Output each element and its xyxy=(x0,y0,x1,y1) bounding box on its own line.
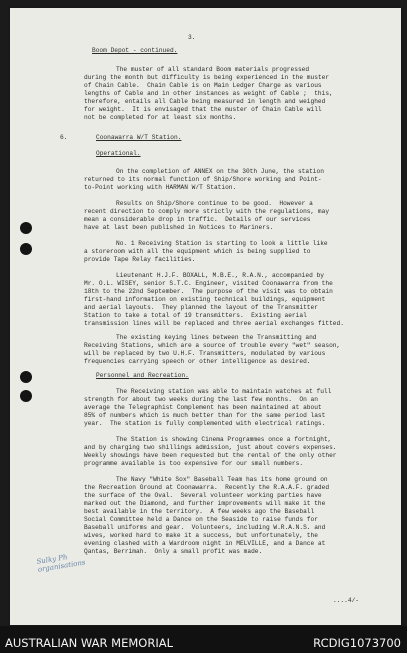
text-line: The muster of all standard Boom materials progressed xyxy=(116,66,310,73)
text-line: Coonawarra W/T Station. xyxy=(96,134,182,141)
punch-hole xyxy=(20,390,32,402)
text-line: 85% of numbers which is much better than for the same period last xyxy=(84,412,326,419)
text-line: 18th to the 22nd September. The purpose of the visit was to obtain xyxy=(84,288,333,295)
text-line: the surface of the Oval. Several volunteer working parties have xyxy=(84,492,322,499)
text-line: first-hand information on existing technical buildings, equipment xyxy=(84,296,326,303)
text-line: evening clashed with a Wardroom night in MELVILLE, and a Dance at xyxy=(84,540,326,547)
text-line: The Receiving station was able to maintain watches at full xyxy=(116,388,332,395)
text-line: and aerial layouts. They planned the layout of the Transmitter xyxy=(84,304,318,311)
text-line: and by charging two shillings admission, just about covers expenses. xyxy=(84,444,337,451)
text-line: lengths of Cable and in other instances as weight of Cable ; this, xyxy=(84,90,333,97)
text-line: Personnel and Recreation. xyxy=(96,372,189,379)
text-line: mean a considerable drop in traffic. Details of our services xyxy=(84,216,311,223)
text-line: 6. xyxy=(60,134,68,141)
text-line: ....4/- xyxy=(333,597,359,604)
text-line: On the completion of ANNEX on the 30th June, the station xyxy=(116,168,324,175)
text-line: will be replaced by two U.H.F. Transmitters, modulated by various xyxy=(84,350,326,357)
text-line: of Chain Cable. Chain Cable is on Main Ledger Charge as various xyxy=(84,82,322,89)
text-line: The Navy "White Sox" Baseball Team has its home ground on xyxy=(116,476,328,483)
text-line: during the month but difficulty is being experienced in the muster xyxy=(84,74,330,81)
text-line: Qantas, Berrimah. Only a small profit was made. xyxy=(84,548,263,555)
punch-hole xyxy=(20,243,32,255)
text-line: Boom Depot - continued. xyxy=(92,47,178,54)
text-line: to-Point working with HARMAN W/T Station. xyxy=(84,184,237,191)
punch-hole xyxy=(20,222,32,234)
text-line: No. 1 Receiving Station is starting to look a little like xyxy=(116,240,328,247)
text-line: The existing keying lines between the Transmitting and xyxy=(116,334,317,341)
text-line: Operational. xyxy=(96,150,141,157)
text-line: Results on Ship/Shore continue to be good. However a xyxy=(116,200,313,207)
punch-hole xyxy=(20,371,32,383)
text-line: best available in the territory. A few weeks ago the Baseball xyxy=(84,508,315,515)
text-line: marked out the Diamond, and further improvements will make it the xyxy=(84,500,326,507)
text-line: programme available is too expensive for our small numbers. xyxy=(84,460,304,467)
text-line: transmission lines will be replaced and three aerial exchanges fitted. xyxy=(84,320,344,327)
text-line: strength for about two weeks during the last few months. On an xyxy=(84,396,318,403)
text-line: year. The station is fully complemented with electrical ratings. xyxy=(84,420,326,427)
text-line: the Recreation Ground at Coonawarra. Recently the R.A.A.F. graded xyxy=(84,484,330,491)
text-line: provide Tape Relay facilities. xyxy=(84,256,196,263)
text-line: Station to take a total of 19 transmitters. Existing aerial xyxy=(84,312,307,319)
text-line: a storeroom with all the equipment which is being supplied to xyxy=(84,248,311,255)
text-line: therefore, entails all Cable being measured in length and weighed xyxy=(84,98,326,105)
text-line: have at last been published in Notices to Mariners. xyxy=(84,224,274,231)
text-line: The Station is showing Cinema Programmes once a fortnight, xyxy=(116,436,332,443)
archive-footer xyxy=(0,626,407,653)
document-page xyxy=(10,8,401,625)
text-line: Receiving Stations, which are a source of trouble every "wet" season, xyxy=(84,342,341,349)
text-line: not be completed for at least six months. xyxy=(84,114,237,121)
text-line: for weight. It is envisaged that the muster of Chain Cable will xyxy=(84,106,322,113)
text-line: wives, worked hard to make it a success, but unfortunately, the xyxy=(84,532,318,539)
footer-collection-name: AUSTRALIAN WAR MEMORIAL xyxy=(5,636,173,650)
text-line: Baseball uniforms and gear. Volunteers, including W.R.A.N.S. and xyxy=(84,524,326,531)
text-line: recent direction to comply more strictly with the regulations, may xyxy=(84,208,330,215)
page-number: 3. xyxy=(188,34,196,41)
text-line: Lieutenant H.J.F. BOXALL, M.B.E., R.A.N., accompanied by xyxy=(116,272,324,279)
footer-record-id: RCDIG1073700 xyxy=(313,636,401,650)
text-line: Social Committee held a Dance on the Seaside to raise funds for xyxy=(84,516,318,523)
handwritten-annotation: Sulky Ph organisations xyxy=(36,553,87,574)
text-line: frequencies carrying speech or other intelligence as desired. xyxy=(84,358,311,365)
text-line: returned to its normal function of Ship/Shore working and Point- xyxy=(84,176,322,183)
text-line: Mr. O.L. WISEY, senior S.T.C. Engineer, visited Coonawarra from the xyxy=(84,280,333,287)
text-line: Weekly showings have been requested but the rental of the only other xyxy=(84,452,337,459)
text-line: average the Telegraphist Complement has been maintained at about xyxy=(84,404,322,411)
